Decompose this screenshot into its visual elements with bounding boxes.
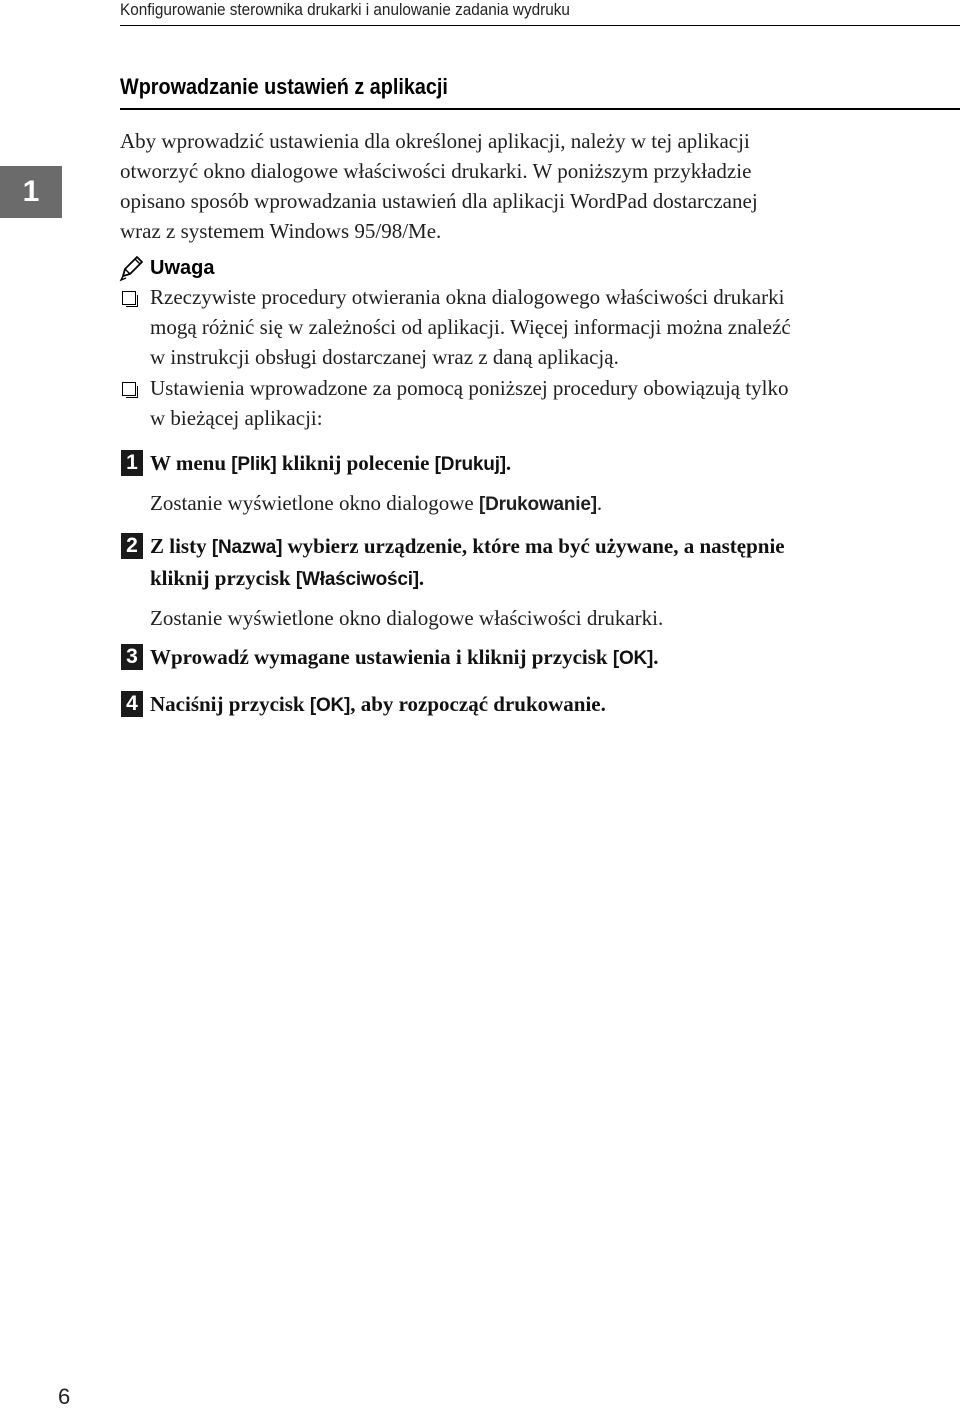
button-reference: [OK] (612, 648, 654, 669)
pencil-icon (118, 254, 146, 282)
dialog-reference: [Drukowanie] (478, 494, 597, 515)
step-instruction (150, 689, 955, 721)
step-text: kliknij przycisk (150, 566, 296, 590)
step-3 (120, 642, 955, 674)
command-reference: [Drukuj] (434, 454, 506, 475)
step-text: Z listy (150, 534, 212, 558)
intro-paragraph (120, 126, 950, 246)
step-instruction (150, 531, 955, 595)
intro-line: otworzyć okno dialogowe właściwości drukarki. W poniższym przykładzie (120, 159, 752, 183)
note-item (120, 282, 955, 372)
step-number-1-icon: 1 (121, 450, 143, 476)
step-number-3-icon: 3 (121, 644, 143, 670)
page-number: 6 (58, 1384, 71, 1409)
intro-line: wraz z systemem Windows 95/98/Me. (120, 219, 442, 243)
header-rule (120, 25, 960, 26)
step-result: Zostanie wyświetlone okno dialogowe właściwości drukarki. (150, 606, 664, 630)
section-title: Wprowadzanie ustawień z aplikacji (120, 74, 448, 99)
step-text: . (653, 645, 659, 669)
step-text: Naciśnij przycisk (150, 692, 310, 716)
note-line: w instrukcji obsługi dostarczanej wraz z daną aplikacją. (150, 345, 619, 369)
step-text: . (505, 451, 512, 475)
list-reference: [Nazwa] (211, 537, 283, 558)
note-line: Ustawienia wprowadzone za pomocą poniższej procedury obowiązują tylko (150, 376, 789, 400)
section-rule (120, 108, 960, 110)
result-text: Zostanie wyświetlone okno dialogowe (150, 491, 479, 515)
chapter-tab: 1 (0, 166, 62, 218)
step-result (150, 488, 955, 520)
note-line: mogą różnić się w zależności od aplikacji. Więcej informacji można znaleźć (150, 315, 791, 339)
step-text: , aby rozpocząć drukowanie. (350, 692, 606, 716)
step-text: kliknij polecenie (276, 451, 435, 475)
intro-line: opisano sposób wprowadzania ustawień dla aplikacji WordPad dostarczanej (120, 189, 758, 213)
step-1 (120, 448, 955, 520)
step-instruction (150, 642, 955, 674)
step-text: Wprowadź wymagane ustawienia i kliknij przycisk (150, 645, 613, 669)
step-2 (120, 531, 955, 633)
step-instruction (150, 448, 955, 480)
step-text: wybierz urządzenie, które ma być używane, a następnie (282, 534, 785, 558)
note-heading-label: Uwaga (150, 256, 215, 279)
step-number-2-icon: 2 (121, 533, 143, 559)
note-heading (118, 252, 214, 284)
step-text: . (418, 566, 425, 590)
button-reference: [OK] (309, 695, 351, 716)
step-text: W menu (150, 451, 232, 475)
intro-line: Aby wprowadzić ustawienia dla określonej aplikacji, należy w tej aplikacji (120, 129, 750, 153)
note-line: Rzeczywiste procedury otwierania okna dialogowego właściwości drukarki (150, 285, 785, 309)
step-4 (120, 689, 955, 721)
running-header: Konfigurowanie sterownika drukarki i anulowanie zadania wydruku (120, 0, 570, 19)
checkbox-bullet-icon (122, 291, 136, 305)
note-item (120, 373, 955, 433)
checkbox-bullet-icon (122, 382, 136, 396)
menu-reference: [Plik] (231, 454, 277, 475)
button-reference: [Właściwości] (295, 569, 419, 590)
step-number-4-icon: 4 (121, 691, 143, 717)
note-line: w bieżącej aplikacji: (150, 406, 323, 430)
result-text: . (596, 491, 603, 515)
